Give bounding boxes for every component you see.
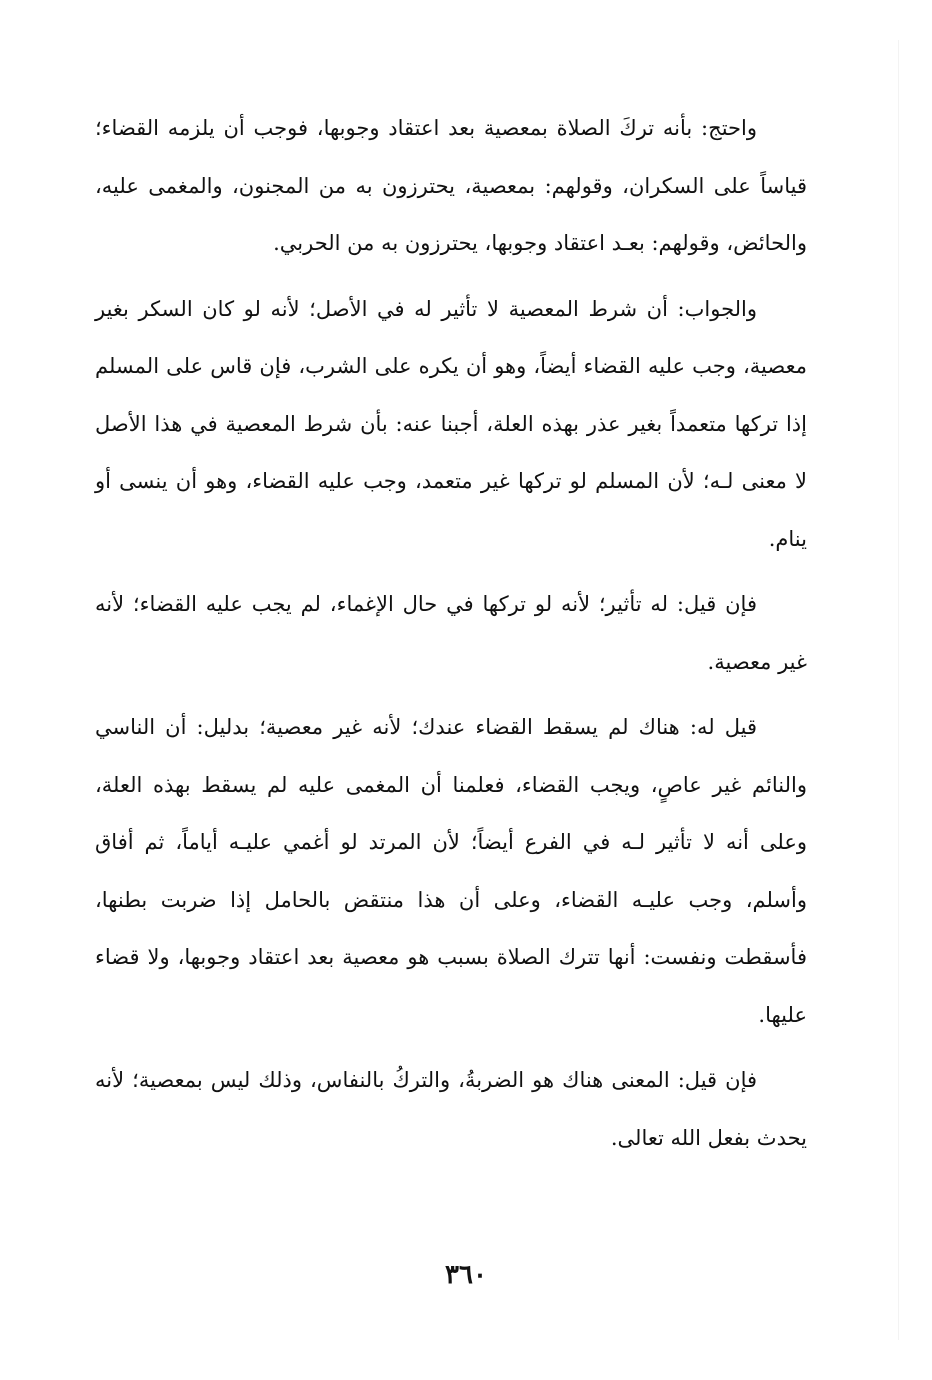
paragraph-objection: فإن قيل: له تأثير؛ لأنه لو تركها في حال الإغماء، لم يجب عليه القضاء؛ لأنه غير معصية.: [95, 592, 807, 674]
body-text: [95, 100, 807, 1167]
paragraph-second-objection: فإن قيل: المعنى هناك هو الضربةُ، والتركُ بالنفاس، وذلك ليس بمعصية؛ لأنه يحدث بفعل الله تعالى.: [95, 1068, 807, 1150]
page-number: ٣٦٠: [445, 1260, 487, 1290]
paragraph-argument: واحتج: بأنه تركَ الصلاة بمعصية بعد اعتقاد وجوبها، فوجب أن يلزمه القضاء؛ قياساً على السكران، وقولهم: بمعصية، يحترزون به من المجنون، والمغمى عليه، والحائض، وقولهم: بعـد اعتقاد وجوبها، يحترزون به من الحربي.: [95, 116, 807, 255]
paragraph-answer: والجواب: أن شرط المعصية لا تأثير له في الأصل؛ لأنه لو كان السكر بغير معصية، وجب عليه القضاء أيضاً، وهو أن يكره على الشرب، فإن قاس على المسلم إذا تركها متعمداً بغير عذر بهذه العلة، أجبنا عنه: بأن شرط المعصية في هذا الأصل لا معنى لـه؛ لأن المسلم لو تركها غير متعمد، وجب عليه القضاء، وهو أن ينسى أو ينام.: [95, 296, 807, 551]
paragraph-reply: قيل له: هناك لم يسقط القضاء عندك؛ لأنه غير معصية؛ بدليل: أن الناسي والنائم غير عاصٍ، ويجب القضاء، فعلمنا أن المغمى عليه لم يسقط بهذه العلة، وعلى أنه لا تأثير لـه في الفرع أيضاً؛ لأن المرتد لو أغمي عليـه أياماً، ثم أفاق وأسلم، وجب عليـه القضاء، وعلى أن هذا منتقض بالحامل إذا ضربت بطنها، فأسقطت ونفست: أنها تترك الصلاة بسبب هو معصية بعد اعتقاد وجوبها، ولا قضاء عليها.: [95, 715, 807, 1027]
scan-edge-line: [898, 40, 899, 1340]
